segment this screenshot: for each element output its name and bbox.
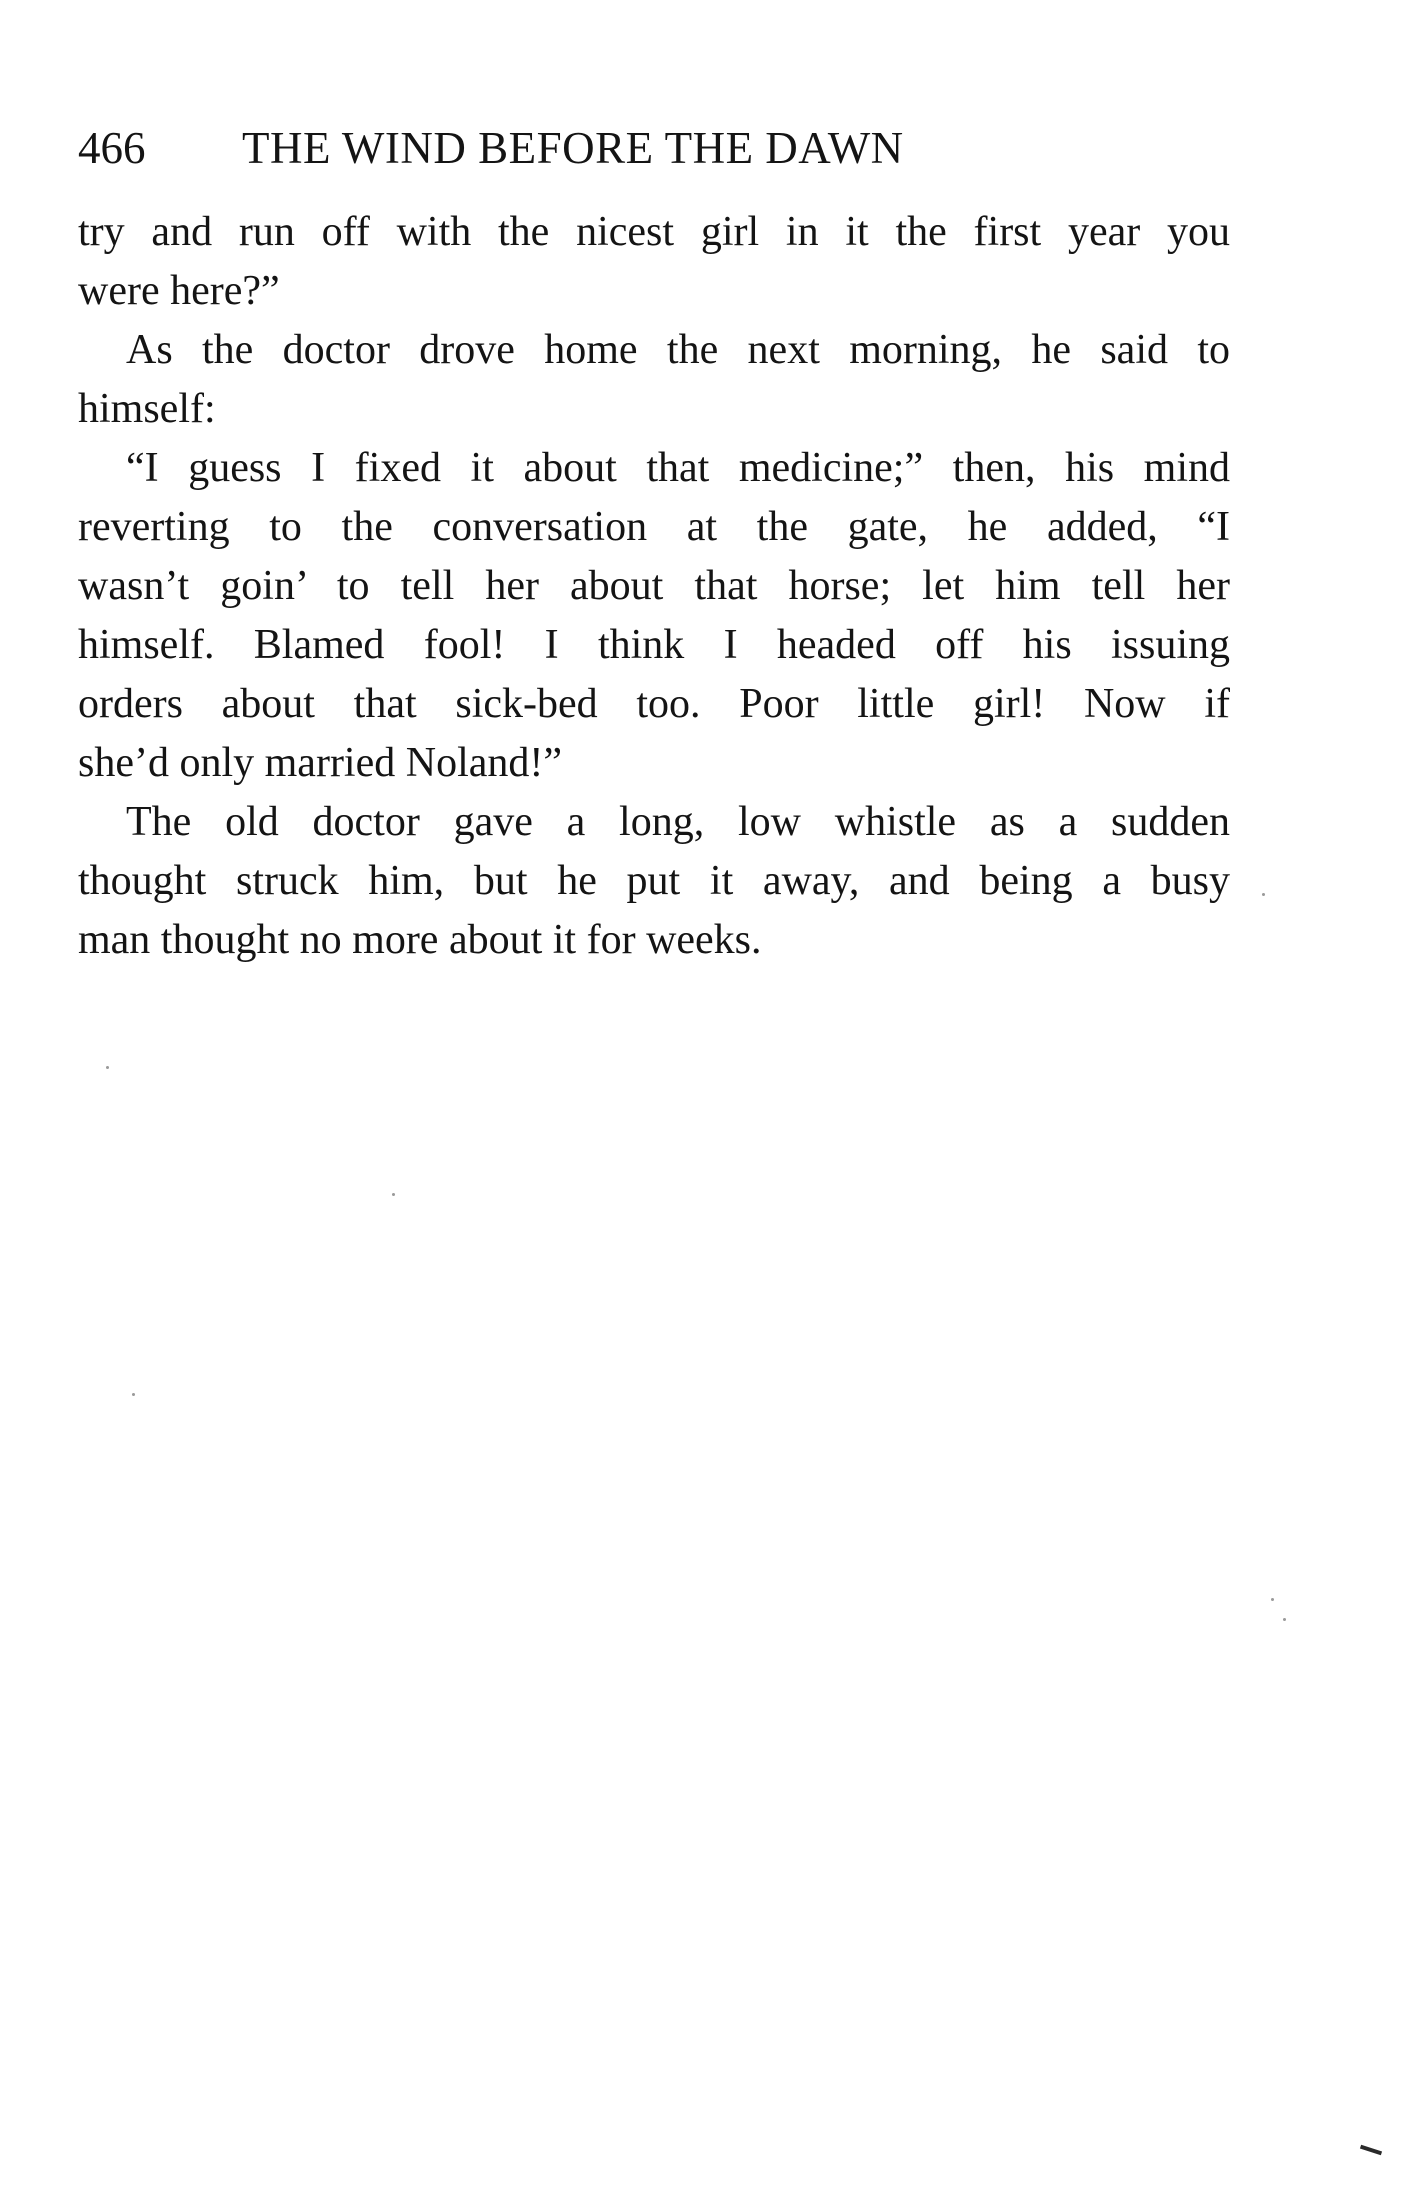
text-line: try and run off with the nicest girl in it the first year you — [78, 209, 1230, 255]
paper-speck — [1271, 1598, 1274, 1601]
page-number: 466 — [78, 123, 146, 173]
paper-speck — [1262, 893, 1265, 896]
text-line: The old doctor gave a long, low whistle as a sudden — [126, 799, 1230, 845]
paper-speck — [392, 1193, 395, 1196]
text-line: himself: — [78, 386, 216, 432]
body-text — [78, 203, 1230, 970]
text-line: “I guess I fixed it about that medicine;” then, his mind — [126, 445, 1230, 491]
text-line: reverting to the conversation at the gate, he added, “I — [78, 504, 1230, 550]
page-header — [78, 118, 1238, 178]
running-title: THE WIND BEFORE THE DAWN — [242, 123, 904, 173]
text-line: she’d only married Noland!” — [78, 740, 563, 786]
paper-speck — [1283, 1618, 1286, 1621]
edge-mark — [1360, 2145, 1382, 2156]
text-line: thought struck him, but he put it away, and being a busy — [78, 858, 1230, 904]
text-line: man thought no more about it for weeks. — [78, 917, 762, 963]
text-line: himself. Blamed fool! I think I headed off his issuing — [78, 622, 1230, 668]
text-line: orders about that sick-bed too. Poor little girl! Now if — [78, 681, 1230, 727]
paper-speck — [106, 1066, 109, 1069]
paper-speck — [132, 1393, 135, 1396]
text-line: were here?” — [78, 268, 280, 314]
text-line: As the doctor drove home the next morning, he said to — [126, 327, 1230, 373]
text-line: wasn’t goin’ to tell her about that horse; let him tell her — [78, 563, 1230, 609]
